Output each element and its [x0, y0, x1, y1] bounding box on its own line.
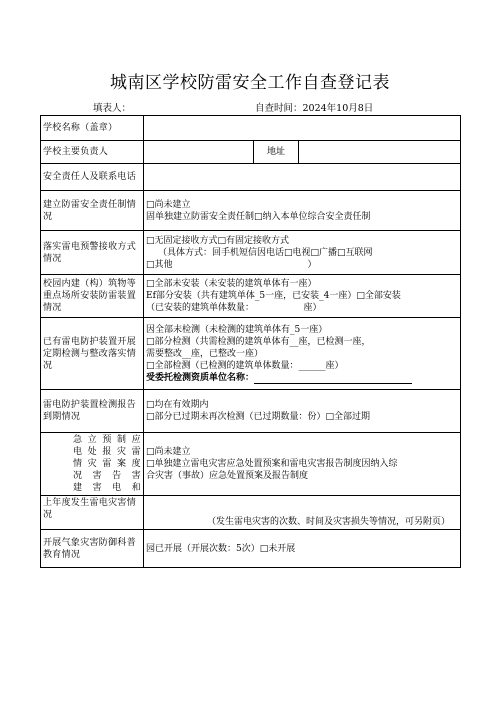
inspection-agency	[146, 372, 458, 384]
education-options[interactable]: 园已开展（开展次数：5次）□未开展	[144, 530, 461, 568]
warning-option-3[interactable]: □其他 ）	[146, 259, 317, 270]
principal-label: 学校主要负责人	[41, 141, 144, 164]
installation-label: 校园内建（构）筑物等重点场所安装防雷装置情况	[41, 275, 144, 318]
inspection-label: 已有雷电防护装置开展定期检测与整改落实情况	[41, 318, 144, 390]
validity-option-2[interactable]: □部分已过期未再次检测（已过期数量：份）□全部过期	[146, 412, 371, 422]
self-inspection-table	[40, 115, 461, 568]
check-time: 自查时间：2024年10月8日	[255, 103, 374, 114]
inspection-option-2-cont: 需要整改__座，已整改一座）	[146, 348, 264, 359]
address-label: 地址	[254, 141, 299, 164]
row-education	[41, 530, 461, 568]
filler-label: 填表人：	[93, 103, 132, 114]
row-emergency	[41, 433, 461, 496]
row-disaster	[41, 496, 461, 530]
warning-option-2[interactable]: （具体方式：回手机短信因电话□电视□广播□互联网	[158, 247, 373, 258]
education-label: 开展气象灾害防御科普教育情况	[41, 530, 144, 568]
emergency-option-1[interactable]: □尚未建立	[146, 447, 191, 457]
installation-option-3[interactable]: （已安装的建筑单体数量： 座）	[146, 303, 322, 313]
installation-option-1[interactable]: □全部未安装（未安装的建筑单体有一座）	[146, 279, 317, 289]
row-validity	[41, 390, 461, 433]
safety-contact-label: 安全责任人及联系电话	[41, 164, 144, 191]
emergency-option-2[interactable]: □单独建立雷电灾害应急处置预案和雷电灾害报告制度因纳入综	[146, 459, 398, 469]
inspection-agency-field[interactable]	[254, 374, 412, 384]
mechanism-option-1[interactable]: □尚未建立	[146, 199, 191, 210]
row-warning	[41, 231, 461, 275]
school-name-field[interactable]	[144, 116, 461, 141]
principal-field[interactable]	[144, 141, 254, 164]
row-inspection	[41, 318, 461, 390]
emergency-options	[144, 433, 461, 496]
inspection-option-2[interactable]: □部分检测（共需检测的建筑单体有__座，已检测一座，	[146, 336, 371, 347]
row-principal	[41, 141, 461, 164]
row-installation	[41, 275, 461, 318]
installation-options	[144, 275, 461, 318]
warning-options	[144, 231, 461, 275]
emergency-label	[41, 433, 144, 496]
inspection-option-1[interactable]: 因全部未检测（未检测的建筑单体有_5一座）	[146, 324, 328, 335]
mechanism-option-2[interactable]: 固单独建立防雷安全责任制□纳入本单位综合安全责任制	[146, 211, 371, 222]
inspection-option-3[interactable]: □全部检测（已检测的建筑单体数量：______座）	[146, 360, 344, 371]
inspection-options	[144, 318, 461, 390]
row-safety-contact	[41, 164, 461, 191]
safety-contact-field[interactable]	[144, 164, 461, 191]
emergency-label-3: 情灾雷案度	[73, 459, 141, 469]
row-mechanism	[41, 191, 461, 231]
installation-option-2[interactable]: Ef部分安装（共有建筑单体_5一座，已安装_4一座）□全部安装	[146, 291, 401, 301]
disaster-note: （发生雷电灾害的次数、时间及灾害损失等情况，可另附页）	[207, 517, 451, 527]
warning-label: 落实雷电预警接收方式情况	[41, 231, 144, 275]
disaster-label: 上年度发生雷电灾害情况	[41, 496, 144, 530]
address-field[interactable]	[299, 141, 461, 164]
emergency-label-1: 急立预制应	[73, 435, 141, 445]
emergency-label-5: 建害电和	[73, 483, 141, 493]
form-title: 城南区学校防雷安全工作自查登记表	[110, 73, 390, 93]
validity-label: 雷电防护装置检测报告到期情况	[41, 390, 144, 433]
validity-option-1[interactable]: □均在有效期内	[146, 400, 209, 410]
school-name-label: 学校名称（盖章）	[41, 116, 144, 141]
validity-options	[144, 390, 461, 433]
warning-option-1[interactable]: □无固定接收方式□有固定接收方式	[146, 235, 290, 246]
emergency-option-2-cont: 合灾害（事故）应急处置预案及报告制度	[146, 471, 309, 481]
row-school-name	[41, 116, 461, 141]
disaster-field[interactable]	[144, 496, 461, 530]
emergency-label-4: 况害告害	[73, 471, 141, 481]
inspection-agency-label: 受委托检测资质单位名称：	[146, 372, 255, 383]
mechanism-label: 建立防雷安全责任制情况	[41, 191, 144, 231]
mechanism-options	[144, 191, 461, 231]
emergency-label-2: 电处报灾雷	[73, 447, 141, 457]
